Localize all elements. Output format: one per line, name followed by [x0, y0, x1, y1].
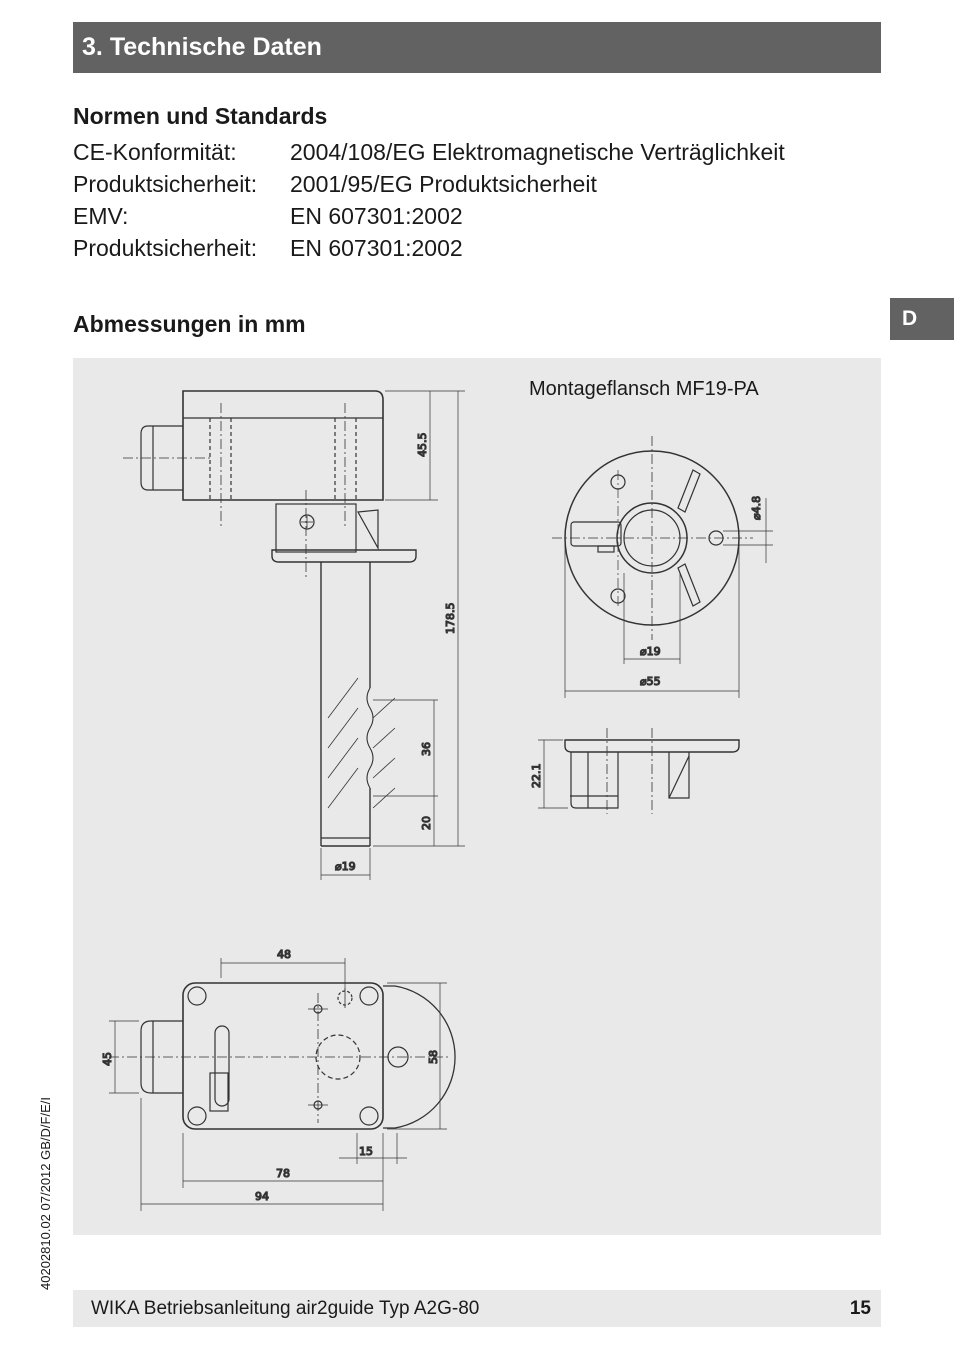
language-tab: D [890, 298, 954, 340]
dimension-78: 78 [276, 1167, 290, 1180]
flange-top-view-drawing [552, 436, 773, 698]
standards-value: 2004/108/EG Elektromagnetische Verträglichkeit [290, 139, 785, 165]
standards-value: EN 607301:2002 [290, 203, 463, 229]
dimension-20: 20 [420, 816, 433, 830]
dimensions-heading: Abmessungen in mm [73, 311, 306, 337]
section-header [73, 22, 881, 73]
standards-label: EMV: [73, 203, 129, 229]
flange-side-view-drawing [538, 728, 739, 814]
section-number: 3. [82, 33, 103, 61]
standards-label: Produktsicherheit: [73, 171, 258, 197]
standards-label: Produktsicherheit: [73, 235, 258, 261]
dimension-hole-diameter: ⌀4.8 [750, 495, 763, 520]
side-view-drawing [123, 391, 465, 880]
page-number: 15 [849, 1298, 871, 1319]
dimension-flange-inner-diameter: ⌀19 [640, 645, 661, 658]
dimension-45: 45 [101, 1052, 114, 1066]
dimension-flange-outer-diameter: ⌀55 [640, 675, 661, 688]
flange-title: Montageflansch MF19-PA [529, 378, 759, 400]
standards-label: CE-Konformität: [73, 139, 237, 165]
dimension-drawing-panel [73, 358, 881, 1235]
page-footer [73, 1290, 881, 1327]
dimension-36: 36 [420, 742, 433, 756]
dimension-178-5: 178.5 [444, 602, 457, 634]
standards-heading: Normen und Standards [73, 103, 328, 129]
footer-title: WIKA Betriebsanleitung air2guide Typ A2G-80 [91, 1298, 480, 1319]
dimension-15: 15 [359, 1145, 373, 1158]
technical-drawing [73, 358, 881, 1235]
dimension-45-5: 45.5 [416, 432, 429, 457]
document-code: 40202810.02 07/2012 GB/D/F/E/I [38, 1097, 53, 1290]
dimension-94: 94 [255, 1190, 269, 1203]
section-title: Technische Daten [109, 33, 322, 61]
dimension-22-1: 22.1 [530, 763, 543, 788]
standards-value: 2001/95/EG Produktsicherheit [290, 171, 597, 197]
dimension-58: 58 [427, 1050, 440, 1064]
dimension-48: 48 [277, 948, 291, 961]
standards-value: EN 607301:2002 [290, 235, 463, 261]
dimension-probe-diameter: ⌀19 [335, 860, 356, 873]
